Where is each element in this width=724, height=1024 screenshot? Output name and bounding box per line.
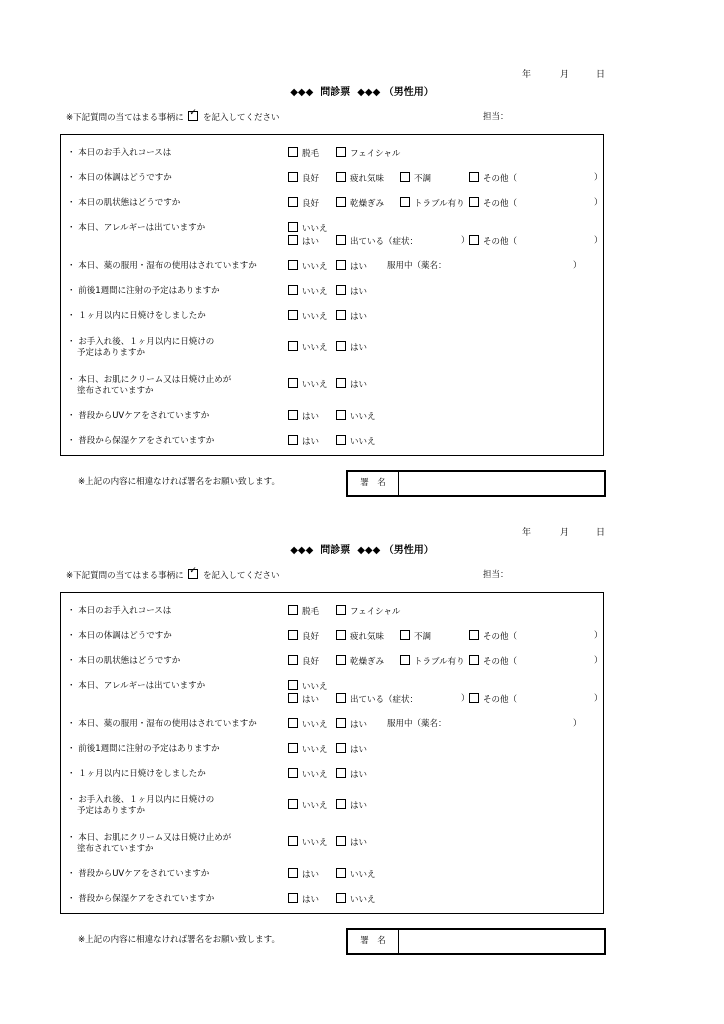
- option-label: はい: [350, 720, 368, 730]
- option-no[interactable]: [288, 310, 328, 323]
- option-unwell[interactable]: [400, 630, 431, 643]
- checkbox[interactable]: [336, 718, 346, 728]
- instruction-suffix: を記入してください: [203, 113, 280, 123]
- question-box: [60, 134, 604, 456]
- option-yes[interactable]: [288, 435, 319, 448]
- option-label: フェイシャル: [350, 149, 401, 159]
- option-yes[interactable]: [336, 836, 367, 849]
- option-facial[interactable]: [336, 605, 400, 618]
- option-tired[interactable]: [336, 172, 384, 185]
- question-suntan-plan: ・ お手入れ後、１ヶ月以内に日焼けの: [67, 795, 215, 805]
- checkbox[interactable]: [400, 197, 410, 207]
- checkbox[interactable]: [336, 630, 346, 640]
- checkbox[interactable]: [336, 868, 346, 878]
- title-deco-left: ◆◆◆: [290, 87, 314, 98]
- checkbox[interactable]: [469, 693, 479, 703]
- option-other[interactable]: [469, 630, 517, 643]
- option-label: その他（: [483, 657, 518, 667]
- option-other[interactable]: [469, 197, 517, 210]
- question-course: ・ 本日のお手入れコースは: [67, 148, 172, 158]
- option-other[interactable]: [469, 235, 517, 248]
- checkbox[interactable]: [336, 655, 346, 665]
- other-close-paren: ）: [594, 694, 603, 704]
- option-label: いいえ: [350, 895, 376, 905]
- medicine-close-paren: ）: [573, 719, 582, 729]
- option-facial[interactable]: [336, 147, 400, 160]
- option-yes[interactable]: [336, 743, 367, 756]
- question-moisture: ・ 普段から保湿ケアをされていますか: [67, 436, 215, 446]
- option-label: 疲れ気味: [350, 632, 385, 642]
- checkbox[interactable]: [469, 630, 479, 640]
- option-label: その他（: [483, 695, 518, 705]
- option-label: 良好: [302, 199, 320, 209]
- option-good[interactable]: [288, 172, 319, 185]
- symptom-close-paren: ）: [461, 236, 470, 246]
- option-label: いいえ: [350, 870, 376, 880]
- question-cream-line2: 塗布されていますか: [77, 386, 154, 396]
- option-label: 不調: [414, 632, 432, 642]
- option-no[interactable]: [288, 285, 328, 298]
- option-no[interactable]: [288, 768, 328, 781]
- option-label: トラブル有り: [414, 657, 465, 667]
- question-uv: ・ 普段からUVケアをされていますか: [67, 411, 210, 421]
- option-label: いいえ: [302, 720, 328, 730]
- option-tired[interactable]: [336, 630, 384, 643]
- checkbox[interactable]: [288, 410, 298, 420]
- question-skin: ・ 本日の肌状態はどうですか: [67, 656, 181, 666]
- instruction-prefix: ※下記質問の当てはまる事柄に: [66, 571, 184, 581]
- instruction-suffix: を記入してください: [203, 571, 280, 581]
- other-close-paren: ）: [594, 236, 603, 246]
- checkbox[interactable]: [336, 768, 346, 778]
- option-label: いいえ: [302, 838, 328, 848]
- checkbox[interactable]: [336, 147, 346, 157]
- option-label: いいえ: [302, 312, 328, 322]
- checkbox[interactable]: [288, 222, 298, 232]
- checkbox[interactable]: [469, 172, 479, 182]
- option-other[interactable]: [469, 172, 517, 185]
- checkbox[interactable]: [469, 197, 479, 207]
- checkbox[interactable]: [288, 680, 298, 690]
- option-label: 不調: [414, 174, 432, 184]
- option-yes[interactable]: [336, 718, 367, 731]
- title-deco-right: ◆◆◆: [357, 87, 381, 98]
- option-label: 出ている（症状：: [350, 237, 419, 247]
- other-close-paren: ）: [594, 656, 603, 666]
- question-suntan-plan: ・ お手入れ後、１ヶ月以内に日焼けの: [67, 337, 215, 347]
- question-injection: ・ 前後1週間に注射の予定はありますか: [67, 286, 220, 296]
- questionnaire-sheet-1: [0, 0, 724, 488]
- option-symptom[interactable]: [336, 235, 418, 248]
- form-title: [0, 541, 724, 556]
- checkbox[interactable]: [288, 893, 298, 903]
- option-label: いいえ: [302, 745, 328, 755]
- option-no[interactable]: [288, 222, 328, 235]
- option-no[interactable]: [288, 260, 328, 273]
- option-no[interactable]: [288, 341, 328, 354]
- checkbox[interactable]: [336, 836, 346, 846]
- option-label: その他（: [483, 199, 518, 209]
- option-label: はい: [350, 380, 368, 390]
- option-label: はい: [350, 770, 368, 780]
- checkbox[interactable]: [288, 655, 298, 665]
- medicine-close-paren: ）: [573, 261, 582, 271]
- option-label: はい: [350, 343, 368, 353]
- option-yes[interactable]: [336, 799, 367, 812]
- day-label: 日: [596, 528, 606, 538]
- question-injection: ・ 前後1週間に注射の予定はありますか: [67, 744, 220, 754]
- checkbox[interactable]: [288, 285, 298, 295]
- checkbox[interactable]: [336, 341, 346, 351]
- option-yes[interactable]: [336, 285, 367, 298]
- option-trouble[interactable]: [400, 655, 465, 668]
- checkbox[interactable]: [336, 310, 346, 320]
- checkbox[interactable]: [288, 718, 298, 728]
- title-text: 問診票: [320, 545, 351, 556]
- checkbox[interactable]: [336, 410, 346, 420]
- day-label: 日: [596, 70, 606, 80]
- month-label: 月: [560, 70, 570, 80]
- question-suntan-plan-line2: 予定はありますか: [77, 348, 146, 358]
- question-suntan-plan-line2: 予定はありますか: [77, 806, 146, 816]
- checkbox[interactable]: [288, 172, 298, 182]
- question-uv: ・ 普段からUVケアをされていますか: [67, 869, 210, 879]
- question-suntan: ・ １ヶ月以内に日焼けをしましたか: [67, 311, 206, 321]
- question-allergy: ・ 本日、アレルギーは出ていますか: [67, 223, 206, 233]
- option-label: はい: [350, 838, 368, 848]
- option-label: いいえ: [302, 343, 328, 353]
- question-course: ・ 本日のお手入れコースは: [67, 606, 172, 616]
- question-medicine: ・ 本日、薬の服用・湿布の使用はされていますか: [67, 261, 257, 271]
- checkbox[interactable]: [336, 693, 346, 703]
- checkbox[interactable]: [336, 172, 346, 182]
- checkbox[interactable]: [400, 172, 410, 182]
- option-label: はい: [302, 895, 320, 905]
- staff-label: 担当：: [483, 112, 509, 122]
- option-label: 乾燥ぎみ: [350, 199, 385, 209]
- option-dry[interactable]: [336, 655, 384, 668]
- option-good[interactable]: [288, 655, 319, 668]
- checkbox[interactable]: [288, 799, 298, 809]
- option-no[interactable]: [288, 743, 328, 756]
- option-label: はい: [302, 870, 320, 880]
- option-other[interactable]: [469, 655, 517, 668]
- checkbox[interactable]: [336, 260, 346, 270]
- other-close-paren: ）: [594, 198, 603, 208]
- checkbox[interactable]: [288, 836, 298, 846]
- form-title: [0, 83, 724, 98]
- option-label: いいえ: [302, 380, 328, 390]
- option-label: はい: [302, 437, 320, 447]
- title-deco-right: ◆◆◆: [357, 545, 381, 556]
- option-label: 疲れ気味: [350, 174, 385, 184]
- checkbox[interactable]: [336, 605, 346, 615]
- option-label: その他（: [483, 174, 518, 184]
- checkbox[interactable]: [288, 341, 298, 351]
- option-symptom[interactable]: [336, 693, 418, 706]
- option-label: はい: [350, 801, 368, 811]
- checkbox[interactable]: [288, 768, 298, 778]
- instruction: [66, 110, 280, 123]
- question-cream-line2: 塗布されていますか: [77, 844, 154, 854]
- option-label: 脱毛: [302, 149, 320, 159]
- checkbox[interactable]: [469, 655, 479, 665]
- checkbox[interactable]: [288, 743, 298, 753]
- signature-box: [346, 928, 606, 955]
- signature-label: 署 名: [348, 930, 399, 953]
- signature-field[interactable]: [399, 930, 604, 953]
- other-close-paren: ）: [594, 173, 603, 183]
- option-label: いいえ: [302, 682, 328, 692]
- option-no[interactable]: [336, 893, 376, 906]
- option-label: いいえ: [302, 801, 328, 811]
- checkmark-glyph: ✓: [189, 108, 197, 118]
- other-close-paren: ）: [594, 631, 603, 641]
- checkbox[interactable]: [336, 197, 346, 207]
- option-no[interactable]: [336, 435, 376, 448]
- title-deco-left: ◆◆◆: [290, 545, 314, 556]
- option-label: いいえ: [350, 437, 376, 447]
- sample-checkmark-icon: [188, 566, 198, 579]
- option-no[interactable]: [288, 799, 328, 812]
- option-yes[interactable]: [336, 310, 367, 323]
- option-yes[interactable]: [288, 893, 319, 906]
- staff-label: 担当：: [483, 570, 509, 580]
- checkbox[interactable]: [400, 655, 410, 665]
- option-label: 良好: [302, 174, 320, 184]
- option-label: いいえ: [302, 770, 328, 780]
- option-label: はい: [350, 312, 368, 322]
- checkbox[interactable]: [288, 868, 298, 878]
- checkbox[interactable]: [400, 630, 410, 640]
- title-text: 問診票: [320, 87, 351, 98]
- signature-note: ※上記の内容に相違なければ署名をお願い致します。: [78, 477, 280, 487]
- checkbox[interactable]: [288, 435, 298, 445]
- checkbox[interactable]: [336, 285, 346, 295]
- checkbox[interactable]: [288, 197, 298, 207]
- option-no[interactable]: [288, 378, 328, 391]
- question-cream: ・ 本日、お肌にクリーム又は日焼け止めが: [67, 833, 232, 843]
- option-no[interactable]: [288, 836, 328, 849]
- signature-label: 署 名: [348, 472, 399, 495]
- checkbox[interactable]: [336, 435, 346, 445]
- checkbox[interactable]: [336, 799, 346, 809]
- symptom-close-paren: ）: [461, 694, 470, 704]
- option-trouble[interactable]: [400, 197, 465, 210]
- checkbox[interactable]: [288, 260, 298, 270]
- option-label: はい: [350, 745, 368, 755]
- question-condition: ・ 本日の体調はどうですか: [67, 173, 172, 183]
- month-label: 月: [560, 528, 570, 538]
- option-label: いいえ: [350, 412, 376, 422]
- checkbox[interactable]: [288, 310, 298, 320]
- question-box: [60, 592, 604, 914]
- medicine-name-label: 服用中（薬名：: [387, 261, 447, 271]
- option-other[interactable]: [469, 693, 517, 706]
- option-label: はい: [302, 695, 320, 705]
- option-label: その他（: [483, 632, 518, 642]
- option-label: はい: [350, 262, 368, 272]
- checkbox[interactable]: [288, 693, 298, 703]
- option-datsumo[interactable]: [288, 605, 319, 618]
- option-no[interactable]: [336, 410, 376, 423]
- option-yes[interactable]: [336, 378, 367, 391]
- sample-checkmark-icon: [188, 108, 198, 121]
- option-dry[interactable]: [336, 197, 384, 210]
- option-datsumo[interactable]: [288, 147, 319, 160]
- checkbox[interactable]: [288, 235, 298, 245]
- option-label: はい: [302, 412, 320, 422]
- checkbox[interactable]: [288, 605, 298, 615]
- year-label: 年: [522, 528, 532, 538]
- option-label: はい: [350, 287, 368, 297]
- option-yes[interactable]: [288, 868, 319, 881]
- option-no[interactable]: [288, 718, 328, 731]
- option-yes[interactable]: [288, 410, 319, 423]
- instruction-prefix: ※下記質問の当てはまる事柄に: [66, 113, 184, 123]
- question-skin: ・ 本日の肌状態はどうですか: [67, 198, 181, 208]
- question-allergy: ・ 本日、アレルギーは出ていますか: [67, 681, 206, 691]
- checkmark-glyph: ✓: [189, 566, 197, 576]
- option-no[interactable]: [288, 680, 328, 693]
- option-yes[interactable]: [336, 260, 367, 273]
- checkbox[interactable]: [288, 630, 298, 640]
- option-good[interactable]: [288, 630, 319, 643]
- title-suffix: （男性用）: [383, 545, 434, 556]
- option-label: 良好: [302, 657, 320, 667]
- option-label: いいえ: [302, 224, 328, 234]
- question-moisture: ・ 普段から保湿ケアをされていますか: [67, 894, 215, 904]
- option-label: いいえ: [302, 262, 328, 272]
- questionnaire-sheet-2: [0, 458, 724, 946]
- option-no[interactable]: [336, 868, 376, 881]
- instruction: [66, 568, 280, 581]
- year-label: 年: [522, 70, 532, 80]
- title-suffix: （男性用）: [383, 87, 434, 98]
- question-condition: ・ 本日の体調はどうですか: [67, 631, 172, 641]
- option-label: はい: [302, 237, 320, 247]
- question-suntan: ・ １ヶ月以内に日焼けをしましたか: [67, 769, 206, 779]
- medicine-name-label: 服用中（薬名：: [387, 719, 447, 729]
- option-label: トラブル有り: [414, 199, 465, 209]
- option-label: 出ている（症状：: [350, 695, 419, 705]
- checkbox[interactable]: [469, 235, 479, 245]
- checkbox[interactable]: [336, 893, 346, 903]
- option-yes[interactable]: [336, 768, 367, 781]
- question-medicine: ・ 本日、薬の服用・湿布の使用はされていますか: [67, 719, 257, 729]
- option-yes[interactable]: [288, 235, 319, 248]
- signature-note: ※上記の内容に相違なければ署名をお願い致します。: [78, 935, 280, 945]
- checkbox[interactable]: [336, 235, 346, 245]
- option-label: 乾燥ぎみ: [350, 657, 385, 667]
- checkbox[interactable]: [336, 743, 346, 753]
- option-unwell[interactable]: [400, 172, 431, 185]
- question-cream: ・ 本日、お肌にクリーム又は日焼け止めが: [67, 375, 232, 385]
- option-yes[interactable]: [288, 693, 319, 706]
- checkbox[interactable]: [336, 378, 346, 388]
- option-label: いいえ: [302, 287, 328, 297]
- option-label: 良好: [302, 632, 320, 642]
- option-label: その他（: [483, 237, 518, 247]
- option-label: 脱毛: [302, 607, 320, 617]
- option-yes[interactable]: [336, 341, 367, 354]
- checkbox[interactable]: [288, 147, 298, 157]
- checkbox[interactable]: [288, 378, 298, 388]
- option-label: フェイシャル: [350, 607, 401, 617]
- option-good[interactable]: [288, 197, 319, 210]
